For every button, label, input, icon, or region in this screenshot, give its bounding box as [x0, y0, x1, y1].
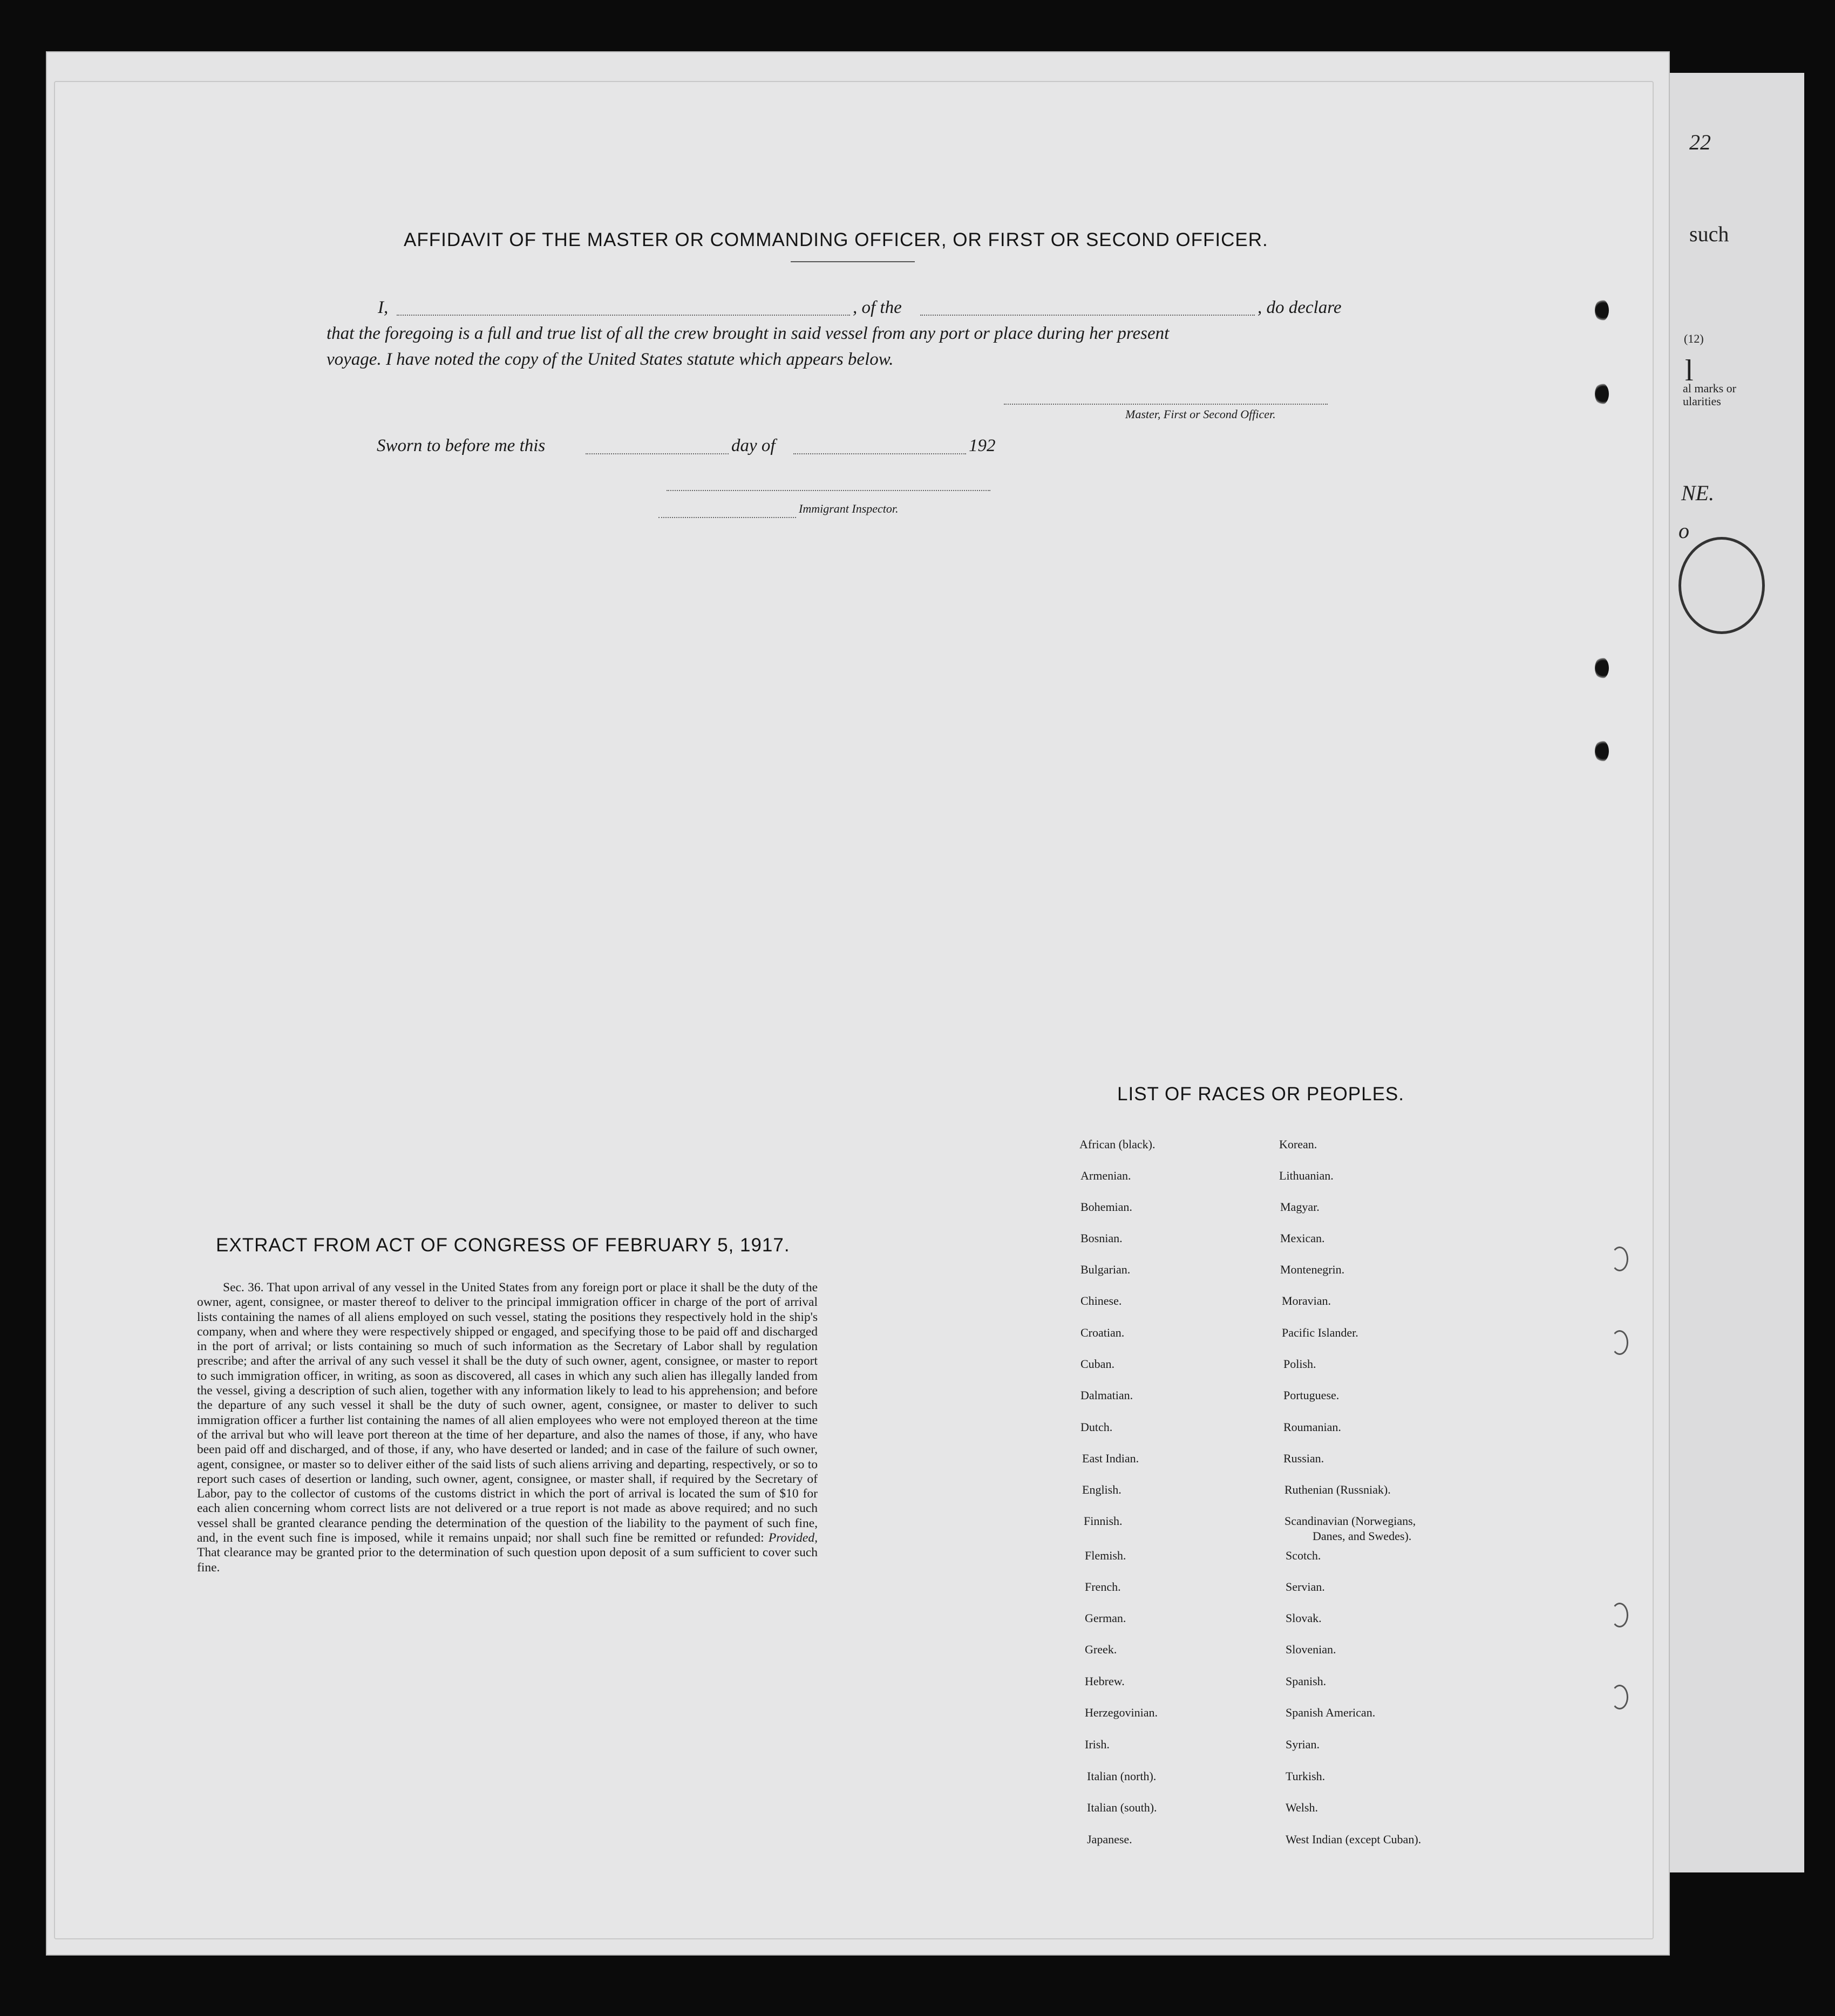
extract-text-1: That upon arrival of any vessel in the United States from any foreign port or place it shall be the duty of the owner, agent, consignee, or master thereof to deliver to the principal immigration officer in charge of the port of arrival lists containing the names of all aliens employed on such vessel, stating the positions they respectively hold in the ship's company, when and where they were respectively shipped or engaged, and specifying those to be paid off and discharged in the port of arrival; or lists containing so much of such information as the Secretary of Labor shall by regulation prescribe; and after the arrival of any such vessel it shall be the duty of such owner, agent, consignee, or master to report to such immigration officer, in writing, as soon as discovered, all cases in which any such alien has illegally landed from the vessel, giving a description of such alien, together with any information likely to lead to his apprehension; and before the departure of any such vessel it shall be the duty of such owner, agent, consignee, or master to deliver to such immigration officer a further list containing the names of all alien employees who were not employed thereon at the time of the arrival but who will leave port thereon at the time of her departure, and also the names of those, if any, who have been paid off and discharged, and of those, if any, who have deserted or landed; and in case of the failure of such owner, agent, consignee, or master so to deliver either of the said lists of such aliens arriving and departing, respectively, or so to report such cases of desertion or landing, such owner, agent, consignee, or master shall, if required by the Secretary of Labor, pay to the collector of customs of the customs district in which the port of arrival is located the sum of $10 for each alien concerning whom correct lists are not delivered or a true report is not made as above required; and no such vessel shall be granted clearance pending the determination of the question of the liability to the payment of such fine, and, in the event such fine is imposed, while it remains unpaid; nor shall such fine be remitted or refunded:	[197, 1281, 818, 1545]
race-item: African (black).	[1079, 1138, 1156, 1151]
edge-letter: l	[1685, 354, 1694, 387]
race-item: Croatian.	[1080, 1326, 1125, 1339]
punch-hole	[1611, 1685, 1628, 1709]
race-item: Magyar.	[1280, 1200, 1320, 1214]
signature-label: Master, First or Second Officer.	[1125, 407, 1276, 421]
edge-text-such: such	[1689, 222, 1729, 246]
race-item: Danes, and Swedes).	[1313, 1529, 1412, 1543]
edge-stamp-circle	[1678, 537, 1765, 634]
day-of-label: day of	[731, 436, 776, 455]
race-item: Armenian.	[1080, 1169, 1131, 1182]
sworn-label: Sworn to before me this	[377, 436, 546, 455]
race-item: Roumanian.	[1283, 1420, 1341, 1434]
race-item: Scotch.	[1286, 1549, 1321, 1562]
title-rule	[791, 261, 915, 262]
punch-hole	[1595, 383, 1609, 405]
edge-handwritten-o: o	[1678, 519, 1689, 543]
edge-handwritten-number: 22	[1689, 130, 1711, 154]
race-item: French.	[1085, 1580, 1121, 1593]
race-item: Spanish American.	[1286, 1706, 1376, 1719]
extract-body	[197, 1281, 818, 1575]
year-label: 192	[969, 436, 996, 455]
section-label: Sec. 36.	[223, 1281, 264, 1295]
race-item: East Indian.	[1082, 1452, 1139, 1465]
race-item: Scandinavian (Norwegians,	[1284, 1514, 1416, 1528]
race-item: English.	[1082, 1483, 1122, 1496]
race-item: West Indian (except Cuban).	[1286, 1833, 1422, 1846]
edge-marks-text: al marks or ularities	[1683, 382, 1736, 408]
affidavit-of-the-label: , of the	[853, 298, 902, 317]
race-item: Italian (south).	[1087, 1801, 1157, 1814]
race-item: German.	[1085, 1611, 1126, 1625]
race-item: Moravian.	[1282, 1294, 1331, 1307]
race-item: Chinese.	[1080, 1294, 1122, 1307]
race-item: Pacific Islander.	[1282, 1326, 1358, 1339]
race-item: Dalmatian.	[1080, 1388, 1133, 1402]
inspector-signature-line	[667, 490, 990, 491]
punch-hole	[1611, 1603, 1628, 1627]
punch-hole	[1595, 299, 1609, 321]
race-item: Slovak.	[1286, 1611, 1322, 1625]
punch-hole	[1595, 657, 1609, 679]
race-item: Portuguese.	[1283, 1388, 1340, 1402]
month-blank-line	[793, 453, 966, 454]
name-blank-line	[397, 315, 850, 316]
extract-text-2: That clearance may be granted prior to the determination of such question upon deposit of a sum sufficient to cover such fine.	[197, 1545, 818, 1575]
race-item: Greek.	[1085, 1643, 1117, 1656]
signature-line	[1004, 404, 1328, 405]
race-item: Irish.	[1085, 1738, 1110, 1751]
inspector-blank-line	[658, 517, 796, 518]
punch-hole	[1595, 740, 1609, 762]
race-item: Bulgarian.	[1080, 1263, 1131, 1276]
race-item: Herzegovinian.	[1085, 1706, 1158, 1719]
race-item: Mexican.	[1280, 1231, 1325, 1245]
provided-label: Provided,	[768, 1531, 818, 1545]
race-item: Flemish.	[1085, 1549, 1126, 1562]
day-blank-line	[586, 453, 729, 454]
affidavit-i-label: I,	[378, 298, 389, 317]
affidavit-title: AFFIDAVIT OF THE MASTER OR COMMANDING OFFICER, OR FIRST OR SECOND OFFICER.	[404, 229, 1268, 250]
race-item: Ruthenian (Russniak).	[1284, 1483, 1391, 1496]
race-item: Lithuanian.	[1279, 1169, 1334, 1182]
race-item: Montenegrin.	[1280, 1263, 1345, 1276]
race-item: Russian.	[1283, 1452, 1324, 1465]
race-item: Slovenian.	[1286, 1643, 1336, 1656]
punch-hole	[1611, 1247, 1628, 1271]
race-item: Finnish.	[1084, 1514, 1123, 1528]
race-item: Polish.	[1283, 1357, 1316, 1371]
vessel-blank-line	[920, 315, 1255, 316]
race-item: Bosnian.	[1080, 1231, 1123, 1245]
affidavit-line-3: voyage. I have noted the copy of the United States statute which appears below.	[327, 350, 894, 369]
race-item: Turkish.	[1286, 1769, 1326, 1783]
race-item: Bohemian.	[1080, 1200, 1132, 1214]
race-item: Hebrew.	[1085, 1674, 1125, 1688]
race-item: Spanish.	[1286, 1674, 1327, 1688]
affidavit-line-2: that the foregoing is a full and true list of all the crew brought in said vessel from any port or place during her present	[327, 324, 1170, 343]
race-item: Korean.	[1279, 1138, 1317, 1151]
race-item: Servian.	[1286, 1580, 1325, 1593]
races-title: LIST OF RACES OR PEOPLES.	[1117, 1084, 1405, 1105]
extract-title: EXTRACT FROM ACT OF CONGRESS OF FEBRUARY 5, 1917.	[216, 1235, 790, 1256]
race-item: Dutch.	[1080, 1420, 1113, 1434]
race-item: Japanese.	[1087, 1833, 1132, 1846]
inspector-label: Immigrant Inspector.	[799, 502, 899, 515]
edge-handwritten-ne: NE.	[1681, 481, 1715, 505]
race-item: Italian (north).	[1087, 1769, 1157, 1783]
edge-column-number: (12)	[1684, 332, 1704, 345]
affidavit-declare-label: , do declare	[1258, 298, 1342, 317]
race-item: Syrian.	[1286, 1738, 1320, 1751]
punch-hole	[1611, 1330, 1628, 1355]
race-item: Welsh.	[1286, 1801, 1318, 1814]
race-item: Cuban.	[1080, 1357, 1114, 1371]
